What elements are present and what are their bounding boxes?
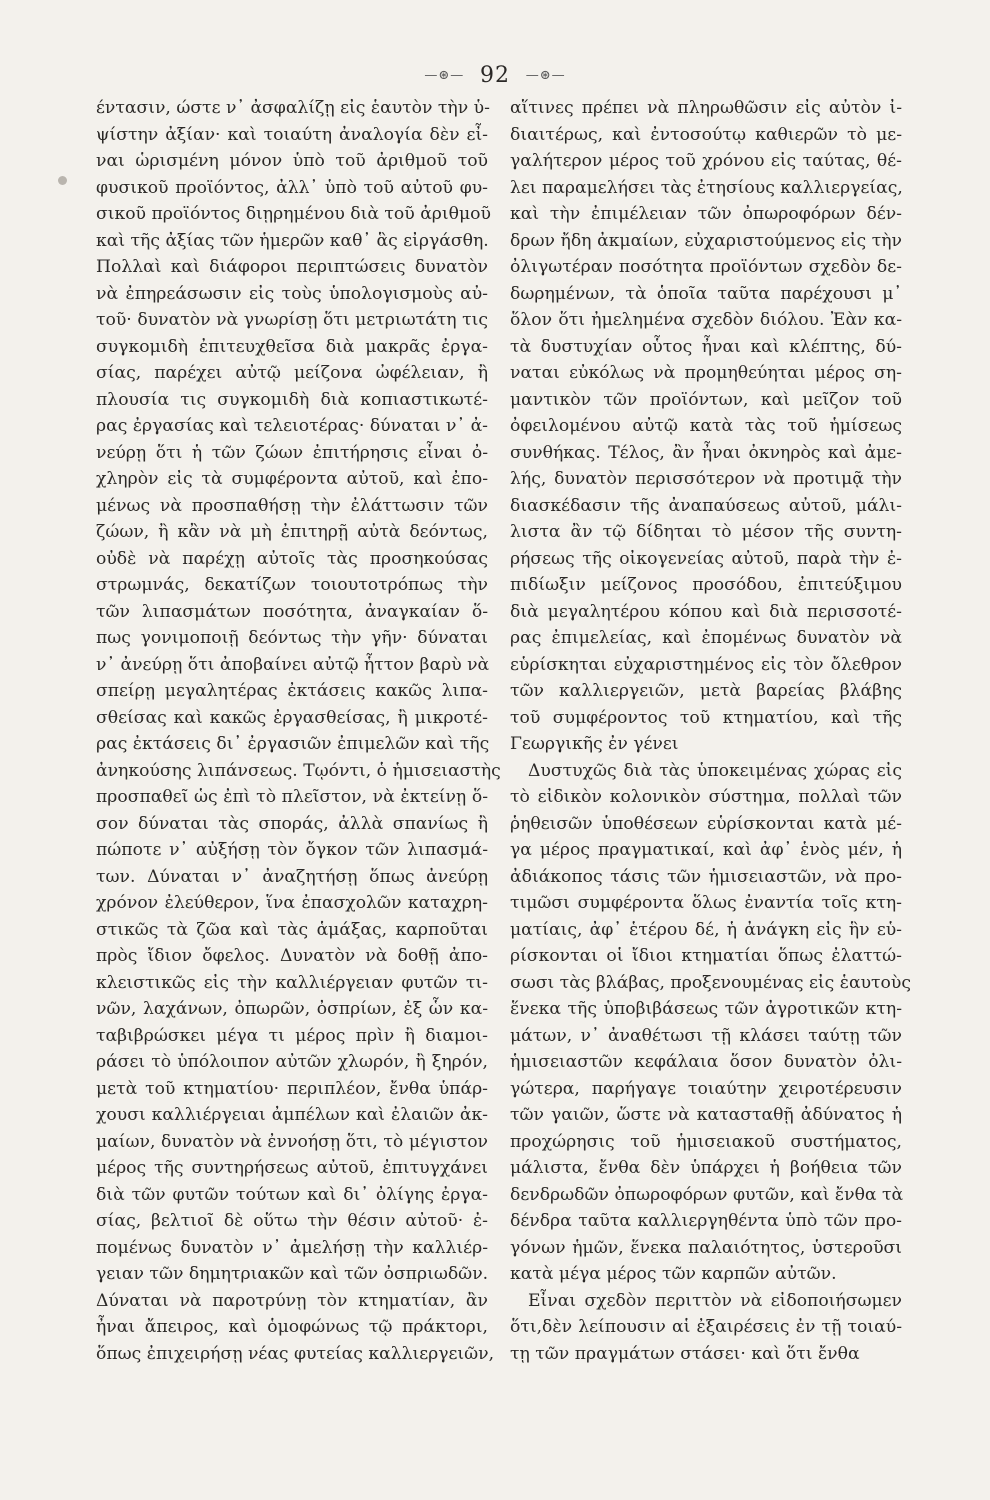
- text-line: εὑρίσκηται εὐχαριστημένος εἰς τὸν ὄλεθρον: [510, 654, 902, 675]
- text-line: στρωμνάς, δεκατίζων τοιουτοτρόπως τὴν: [96, 575, 488, 595]
- page-number: 92: [480, 63, 510, 88]
- text-line: ῥηθεισῶν ὑποθέσεων εὑρίσκονται κατὰ μέ-: [510, 813, 902, 834]
- text-line: δενδρωδῶν ὀπωροφόρων φυτῶν, καὶ ἔνθα τὰ: [510, 1184, 904, 1205]
- text-line: πομένως δυνατὸν ν᾽ ἀμελήσῃ τὴν καλλιέρ-: [96, 1237, 488, 1258]
- right-column: [510, 95, 911, 1367]
- text-line: ράσει τὸ ὑπόλοιπον αὐτῶν χλωρόν, ἢ ξηρόν,: [96, 1052, 488, 1072]
- text-line: χληρὸν εἰς τὰ συμφέροντα αὐτοῦ, καὶ ἐπο-: [96, 469, 488, 489]
- text-line: ματίαις, ἀφ᾽ ἑτέρου δέ, ἡ ἀνάγκη εἰς ἣν εὑ-: [510, 919, 902, 940]
- text-line: τῃ τῶν πραγμάτων στάσει· καὶ ὅτι ἔνθα: [510, 1343, 860, 1364]
- text-line: δένδρα ταῦτα καλλιεργηθέντα ὑπὸ τῶν προ-: [510, 1211, 902, 1231]
- text-line: πώποτε ν᾽ αὐξήσῃ τὸν ὄγκον τῶν λιπασμά-: [96, 840, 488, 860]
- text-line: μένως νὰ προσπαθήσῃ τὴν ἐλάττωσιν τῶν: [96, 495, 488, 516]
- text-line: συνθήκας. Τέλος, ἂν ἦναι ὀκνηρὸς καὶ ἀμε-: [510, 442, 902, 463]
- text-line: σικοῦ προϊόντος διῃρημένου διὰ τοῦ ἀριθμοῦ: [96, 204, 491, 224]
- text-line: σίας, παρέχει αὐτῷ μείζονα ὠφέλειαν, ἢ: [96, 363, 488, 383]
- left-column: [96, 95, 501, 1367]
- text-line: γα μέρος πραγματικαί, καὶ ἀφ᾽ ἑνὸς μέν, ἡ: [510, 840, 902, 860]
- text-line: σπείρῃ μεγαλητέρας ἐκτάσεις κακῶς λιπα-: [96, 681, 488, 701]
- text-line: Δύναται νὰ παροτρύνῃ τὸν κτηματίαν, ἂν: [96, 1290, 488, 1311]
- text-line: ρίσκονται οἱ ἴδιοι κτηματίαι ὅπως ἐλαττώ-: [510, 946, 902, 966]
- text-line: διὰ μεγαλητέρου κόπου καὶ διὰ περισσοτέ-: [510, 601, 902, 622]
- text-line: ὅλον ὅτι ἠμελημένα σχεδὸν διόλου. Ἐὰν κα-: [510, 310, 902, 330]
- text-line: ρας ἐργασίας καὶ τελειοτέρας· δύναται ν᾽ ἀ-: [96, 416, 488, 436]
- text-line: διὰ τῶν φυτῶν τούτων καὶ δι᾽ ὀλίγης ἐργα-: [96, 1184, 488, 1205]
- text-line: ναται εὐκόλως νὰ προμηθεύηται μέρος ση-: [510, 363, 902, 383]
- text-line: τοῦ· δυνατὸν νὰ γνωρίσῃ ὅτι μετριωτάτη τις: [96, 310, 488, 330]
- text-line: ζώων, ἢ κἂν νὰ μὴ ἐπιτηρῇ αὐτὰ δεόντως,: [96, 522, 488, 542]
- text-line: ρήσεως τῆς οἰκογενείας αὐτοῦ, παρὰ τὴν ἐ-: [510, 548, 902, 569]
- text-line: ρας ἐκτάσεις δι᾽ ἐργασιῶν ἐπιμελῶν καὶ τῆς: [96, 734, 490, 754]
- text-line: ρας ἐπιμελείας, καὶ ἐπομένως δυνατὸν νὰ: [510, 628, 902, 648]
- text-line: τὸ εἰδικὸν κολονικὸν σύστημα, πολλαὶ τῶν: [510, 787, 902, 807]
- text-line: πρὸς ἴδιον ὄφελος. Δυνατὸν νὰ δοθῇ ἀπο-: [96, 946, 488, 966]
- text-line: μάτων, ν᾽ ἀναθέτωσι τῇ κλάσει ταύτῃ τῶν: [510, 1025, 902, 1046]
- text-line: έντασιν, ώστε ν᾽ ἀσφαλίζῃ εἰς ἑαυτὸν τὴν ὑ-: [96, 98, 490, 118]
- text-line: νεύρῃ ὅτι ἡ τῶν ζώων ἐπιτήρησις εἶναι ὀ-: [96, 442, 488, 463]
- text-line: δρων ἤδη ἀκμαίων, εὐχαριστούμενος εἰς τὴν: [510, 230, 902, 251]
- text-line: ν᾽ ἀνεύρῃ ὅτι ἀποβαίνει αὐτῷ ἧττον βαρὺ νὰ: [96, 654, 490, 675]
- ornament-right: —⊛—: [525, 68, 566, 83]
- text-line: ἀνηκούσης λιπάνσεως. Τῳόντι, ὁ ἡμισειαστὴς: [96, 760, 501, 781]
- text-line: Γεωργικῆς ἐν γένει: [510, 734, 679, 754]
- text-line: τῶν γαιῶν, ὥστε νὰ κατασταθῇ ἀδύνατος ἡ: [510, 1105, 902, 1125]
- text-line: μετὰ τοῦ κτηματίου· περιπλέον, ἔνθα ὑπάρ-: [96, 1078, 488, 1099]
- text-line: σωσι τὰς βλάβας, προξενουμένας εἰς ἑαυτοὺς: [510, 972, 911, 993]
- text-line: τὰ δυστυχίαν οὗτος ἦναι καὶ κλέπτης, δύ-: [510, 336, 902, 357]
- text-line: ταβιβρώσκει μέγα τι μέρος πρὶν ἢ διαμοι-: [96, 1025, 488, 1046]
- text-line: γόνων ἡμῶν, ἕνεκα παλαιότητος, ὑστεροῦσι: [510, 1237, 902, 1258]
- text-line: μέρος τῆς συντηρήσεως αὐτοῦ, ἐπιτυγχάνει: [96, 1158, 488, 1178]
- text-line: διασκέδασιν τῆς ἀναπαύσεως αὐτοῦ, μάλι-: [510, 495, 902, 516]
- text-line: ὅπως ἐπιχειρήσῃ νέας φυτείας καλλιεργειῶν,: [96, 1343, 495, 1364]
- text-line: μάλιστα, ἔνθα δὲν ὑπάρχει ἡ βοήθεια τῶν: [510, 1158, 902, 1178]
- text-line: ἡμισειαστῶν κεφάλαια ὅσον δυνατὸν ὀλι-: [510, 1052, 902, 1072]
- text-line: κλειστικῶς εἰς τὴν καλλιέργειαν φυτῶν τι-: [96, 972, 488, 993]
- text-line: αἵτινες πρέπει νὰ πληρωθῶσιν εἰς αὐτὸν ἰ-: [510, 98, 902, 118]
- text-line: χρόνον ἐλεύθερον, ἵνα ἐπασχολῶν καταχρη-: [96, 893, 488, 913]
- text-line: ναι ὡρισμένη μόνον ὑπὸ τοῦ ἀριθμοῦ τοῦ: [96, 151, 488, 171]
- page-header: [0, 62, 990, 88]
- text-line: χουσι καλλιέργειαι ἀμπέλων καὶ ἐλαιῶν ἀκ-: [96, 1105, 488, 1125]
- text-line: τῶν λιπασμάτων ποσότητα, ἀναγκαίαν ὅ-: [96, 601, 488, 622]
- text-line: σθείσας καὶ κακῶς ἐργασθείσας, ἢ μικροτέ-: [96, 707, 488, 728]
- text-line: πως γονιμοποιῇ δεόντως τὴν γῆν· δύναται: [96, 628, 488, 648]
- text-line: Εἶναι σχεδὸν περιττὸν νὰ εἰδοποιήσωμεν: [528, 1290, 902, 1311]
- text-line: τοῦ συμφέροντος τοῦ κτηματίου, καὶ τῆς: [510, 707, 902, 728]
- text-line: λιστα ἂν τῷ δίδηται τὸ μέσον τῆς συντη-: [510, 522, 902, 542]
- text-line: καὶ τῆς ἀξίας τῶν ἡμερῶν καθ᾽ ἃς εἰργάσθη.: [96, 230, 489, 251]
- text-line: Πολλαὶ καὶ διάφοροι περιπτώσεις δυνατὸν: [96, 257, 488, 277]
- text-line: κατὰ μέγα μέρος τῶν καρπῶν αὐτῶν.: [510, 1264, 837, 1284]
- text-line: ὀφειλομένου αὐτῷ κατὰ τὰς τοῦ ἡμίσεως: [510, 416, 902, 436]
- text-line: ψίστην ἀξίαν· καὶ τοιαύτη ἀναλογία δὲν εἶ-: [96, 124, 488, 145]
- text-line: συγκομιδὴ ἐπιτευχθεῖσα διὰ μακρᾶς ἐργα-: [96, 336, 488, 357]
- text-line: ὅτι,δὲν λείπουσιν αἱ ἐξαιρέσεις ἐν τῇ τοιαύ-: [510, 1317, 902, 1337]
- text-line: στικῶς τὰ ζῶα καὶ τὰς ἁμάξας, καρποῦται: [96, 919, 488, 940]
- text-line: πλουσία τις συγκομιδὴ διὰ κοπιαστικωτέ-: [96, 389, 488, 410]
- text-line: γαλήτερον μέρος τοῦ χρόνου εἰς ταύτας, θέ-: [510, 151, 902, 171]
- text-line: δωρημένων, τὰ ὁποῖα ταῦτα παρέχουσι μ᾽: [510, 283, 902, 304]
- text-line: ὀλιγωτέραν ποσότητα προϊόντων σχεδὸν δε-: [510, 257, 902, 277]
- text-line: καὶ τὴν ἐπιμέλειαν τῶν ὀπωροφόρων δέν-: [510, 204, 902, 224]
- text-line: διαιτέρως, καὶ ἐντοσούτῳ καθιερῶν τὸ με-: [510, 124, 902, 145]
- text-line: Δυστυχῶς διὰ τὰς ὑποκειμένας χώρας εἰς: [528, 760, 902, 781]
- text-line: ἦναι ἄπειρος, καὶ ὁμοφώνως τῷ πράκτορι,: [96, 1317, 488, 1337]
- text-line: των. Δύναται ν᾽ ἀναζητήσῃ ὅπως ἀνεύρῃ: [96, 866, 488, 887]
- text-line: λει παραμελήσει τὰς ἐτησίους καλλιεργείας,: [510, 177, 903, 198]
- text-line: ἀδιάκοπος τάσις τῶν ἡμισειαστῶν, νὰ προ-: [510, 866, 902, 887]
- text-line: μαντικὸν τῶν προϊόντων, καὶ μεῖζον τοῦ: [510, 389, 902, 410]
- paper-stain: [58, 176, 67, 185]
- text-line: σον δύναται τὰς σποράς, ἀλλὰ σπανίως ἢ: [96, 813, 488, 834]
- text-line: γώτερα, παρήγαγε τοιαύτην χειροτέρευσιν: [510, 1078, 902, 1099]
- text-line: μαίων, δυνατὸν νὰ ἐννοήσῃ ὅτι, τὸ μέγιστον: [96, 1131, 488, 1152]
- text-line: σίας, βελτιοῖ δὲ οὕτω τὴν θέσιν αὐτοῦ· ἐ-: [96, 1211, 488, 1231]
- text-line: προσπαθεῖ ὡς ἐπὶ τὸ πλεῖστον, νὰ ἐκτείνῃ ὅ-: [96, 787, 488, 807]
- ornament-left: —⊛—: [424, 68, 465, 83]
- text-line: φυσικοῦ προϊόντος, ἀλλ᾽ ὑπὸ τοῦ αὐτοῦ φυ-: [96, 177, 488, 198]
- text-line: προχώρησις τοῦ ἡμισειακοῦ συστήματος,: [510, 1131, 902, 1152]
- text-line: πιδίωξιν μείζονος προσόδου, ἐπιτεύξιμου: [510, 575, 902, 595]
- text-line: γειαν τῶν δημητριακῶν καὶ τῶν ὀσπριωδῶν.: [96, 1264, 489, 1284]
- text-line: νὰ ἐπηρεάσωσιν εἰς τοὺς ὑπολογισμοὺς αὐ-: [96, 283, 488, 304]
- text-line: νῶν, λαχάνων, ὀπωρῶν, ὀσπρίων, ἐξ ὧν κα-: [96, 999, 488, 1019]
- text-line: τιμῶσι συμφέροντα ὅλως ἐναντία τοῖς κτη-: [510, 893, 902, 913]
- text-line: ἕνεκα τῆς ὑποβιβάσεως τῶν ἀγροτικῶν κτη-: [510, 999, 902, 1019]
- text-line: λής, δυνατὸν περισσότερον νὰ προτιμᾷ τὴν: [510, 469, 902, 489]
- text-line: οὐδὲ νὰ παρέχῃ αὐτοῖς τὰς προσηκούσας: [96, 548, 488, 569]
- text-line: τῶν καλλιεργειῶν, μετὰ βαρείας βλάβης: [510, 681, 902, 701]
